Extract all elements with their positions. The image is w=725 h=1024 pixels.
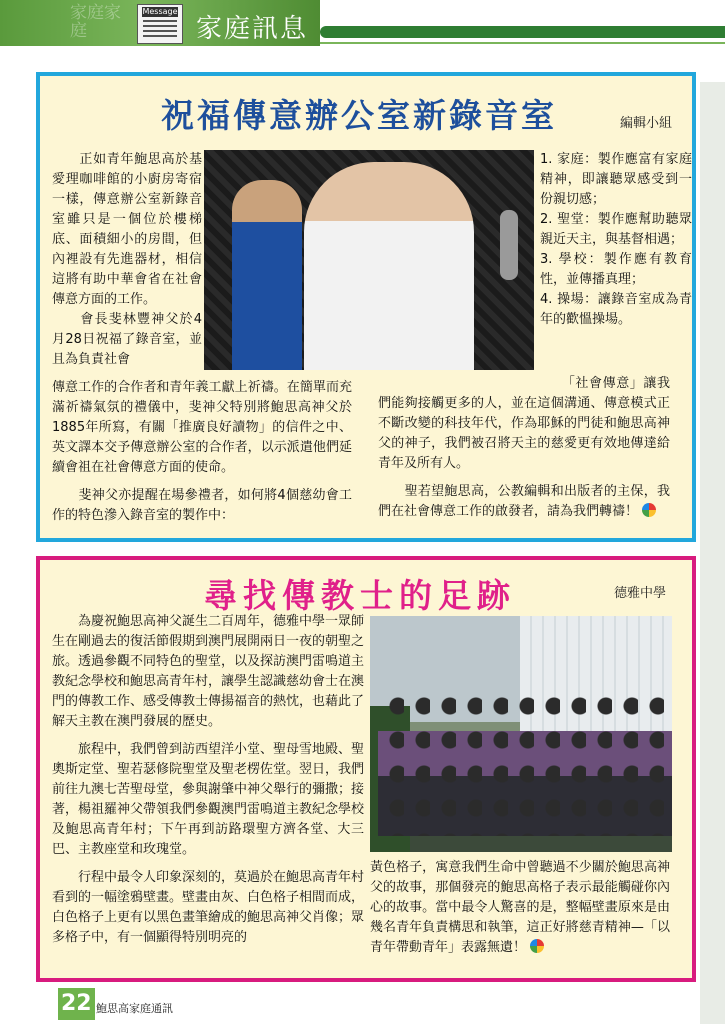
paragraph: 行程中最令人印象深刻的，莫過於在鮑思高青年村看到的一幅塗鴉壁畫。壁畫由灰、白色格子相間而成，白色格子上更有以黑色畫筆繪成的鮑思高神父肖像；眾多格子中，有一個顯得特別明亮的 <box>52 870 365 945</box>
microphone-icon <box>500 210 518 280</box>
salesian-logo-icon <box>642 503 656 517</box>
section-title: 家庭訊息 <box>196 14 309 44</box>
section-header <box>0 0 725 50</box>
article-column-bottom-right <box>378 374 670 522</box>
salesian-logo-icon <box>530 939 544 953</box>
message-tag: Message <box>142 7 178 16</box>
header-ghost-text: 家庭家庭 <box>70 3 121 41</box>
publication-name: 鮑思高家庭通訊 <box>96 1002 173 1015</box>
header-bar <box>320 26 725 38</box>
list-item: 4. 操場：讓錄音室成為青年的歡慍操場。 <box>540 292 692 327</box>
paragraph: 聖若望鮑思高，公教編輯和出版者的主保，我們在社會傳意工作的啟發者，請為我們轉禱！ <box>378 484 670 519</box>
article-missionary-footsteps <box>36 556 696 982</box>
recording-studio-photo <box>204 150 534 370</box>
paragraph: 傳意工作的合作者和青年義工獻上祈禱。在簡單而充滿祈禱氣氛的禮儀中，斐神父特別將鮑思高神父於1885年所寫，有關「推廣良好讀物」的信件之中、英文譯本交予傳意辦公室的合作者，以示派遣他們延續會祖在社會傳意方面的使命。 <box>52 380 352 475</box>
paragraph: 旅程中，我們曾到訪西望洋小堂、聖母雪地殿、聖奧斯定堂、聖若瑟修院聖堂及聖老楞佐堂。翌日，我們前往九澳七苦聖母堂，參與謝肇中神父舉行的彌撒；接著，楊祖羅神父帶領我們參觀澳門雷鳴道主教紀念學校及鮑思高青年村；下午再到訪路環聖方濟各堂、大三巴、主教座堂和玫瑰堂。 <box>52 742 365 857</box>
article-recording-studio <box>36 72 696 542</box>
article-title: 祝福傳意辦公室新錄音室 <box>161 96 557 135</box>
message-board-icon <box>137 4 183 44</box>
list-item: 2. 聖堂：製作應幫助聽眾親近天主，與基督相遇； <box>540 212 692 247</box>
article-title: 尋找傳教士的足跡 <box>204 576 516 615</box>
list-item: 1. 家庭：製作應富有家庭精神，即讓聽眾感受到一份親切感； <box>540 152 692 207</box>
paragraph: 為慶祝鮑思高神父誕生二百周年，德雅中學一眾師生在剛過去的復活節假期到澳門展開兩日一夜的朝聖之旅。透過參觀不同特色的聖堂，以及探訪澳門雷鳴道主教紀念學校和鮑思高青年村，讓學生認識慈幼會士在澳門的傳教工作、感受傳教士傳揚福音的熱忱，也藉此了解天主教在澳門發展的歷史。 <box>52 614 365 729</box>
article-column-right <box>540 150 692 330</box>
group-photo <box>370 616 672 852</box>
paragraph: 斐神父亦提醒在場參禮者，如何將4個慈幼會工作的特色滲入錄音室的製作中： <box>52 488 352 523</box>
right-edge-strip <box>700 82 725 1024</box>
header-bar-thin <box>320 42 725 44</box>
paragraph: 會長斐林豐神父於4月28日祝福了錄音室，並且為負責社會 <box>52 312 202 367</box>
page-number: 22 <box>58 988 95 1020</box>
article-byline: 編輯小組 <box>620 116 673 131</box>
article-column-left <box>52 150 202 370</box>
article-byline: 德雅中學 <box>614 586 667 601</box>
paragraph: 「社會傳意」讓我們能夠接觸更多的人，並在這個溝通、傳意模式正不斷改變的科技年代，作為耶穌的門徒和鮑思高神父的神子，我們被召將天主的慈愛更有效地傳達給青年及所有人。 <box>378 376 670 471</box>
list-item: 3. 學校：製作應有教育性，並傳播真理； <box>540 252 692 287</box>
paragraph: 正如青年鮑思高於基愛理咖啡館的小廚房寄宿一樣，傳意辦公室新錄音室雖只是一個位於樓梯底、面積細小的房間，但內裡設有先進器材，相信這將有助中華會省在社會傳意方面的工作。 <box>52 152 202 307</box>
article-column-right <box>370 858 670 958</box>
paragraph: 黃色格子，寓意我們生命中曾聽過不少關於鮑思高神父的故事，那個發亮的鮑思高格子表示最能觸碰你內心的故事。當中最令人驚喜的是，整幅壁畫原來是由幾名青年負責構思和執筆，這正好將慈青精神—「以青年帶動青年」表露無遺！ <box>370 860 670 955</box>
article-column-bottom-left <box>52 378 352 526</box>
article-column-left <box>52 612 364 948</box>
